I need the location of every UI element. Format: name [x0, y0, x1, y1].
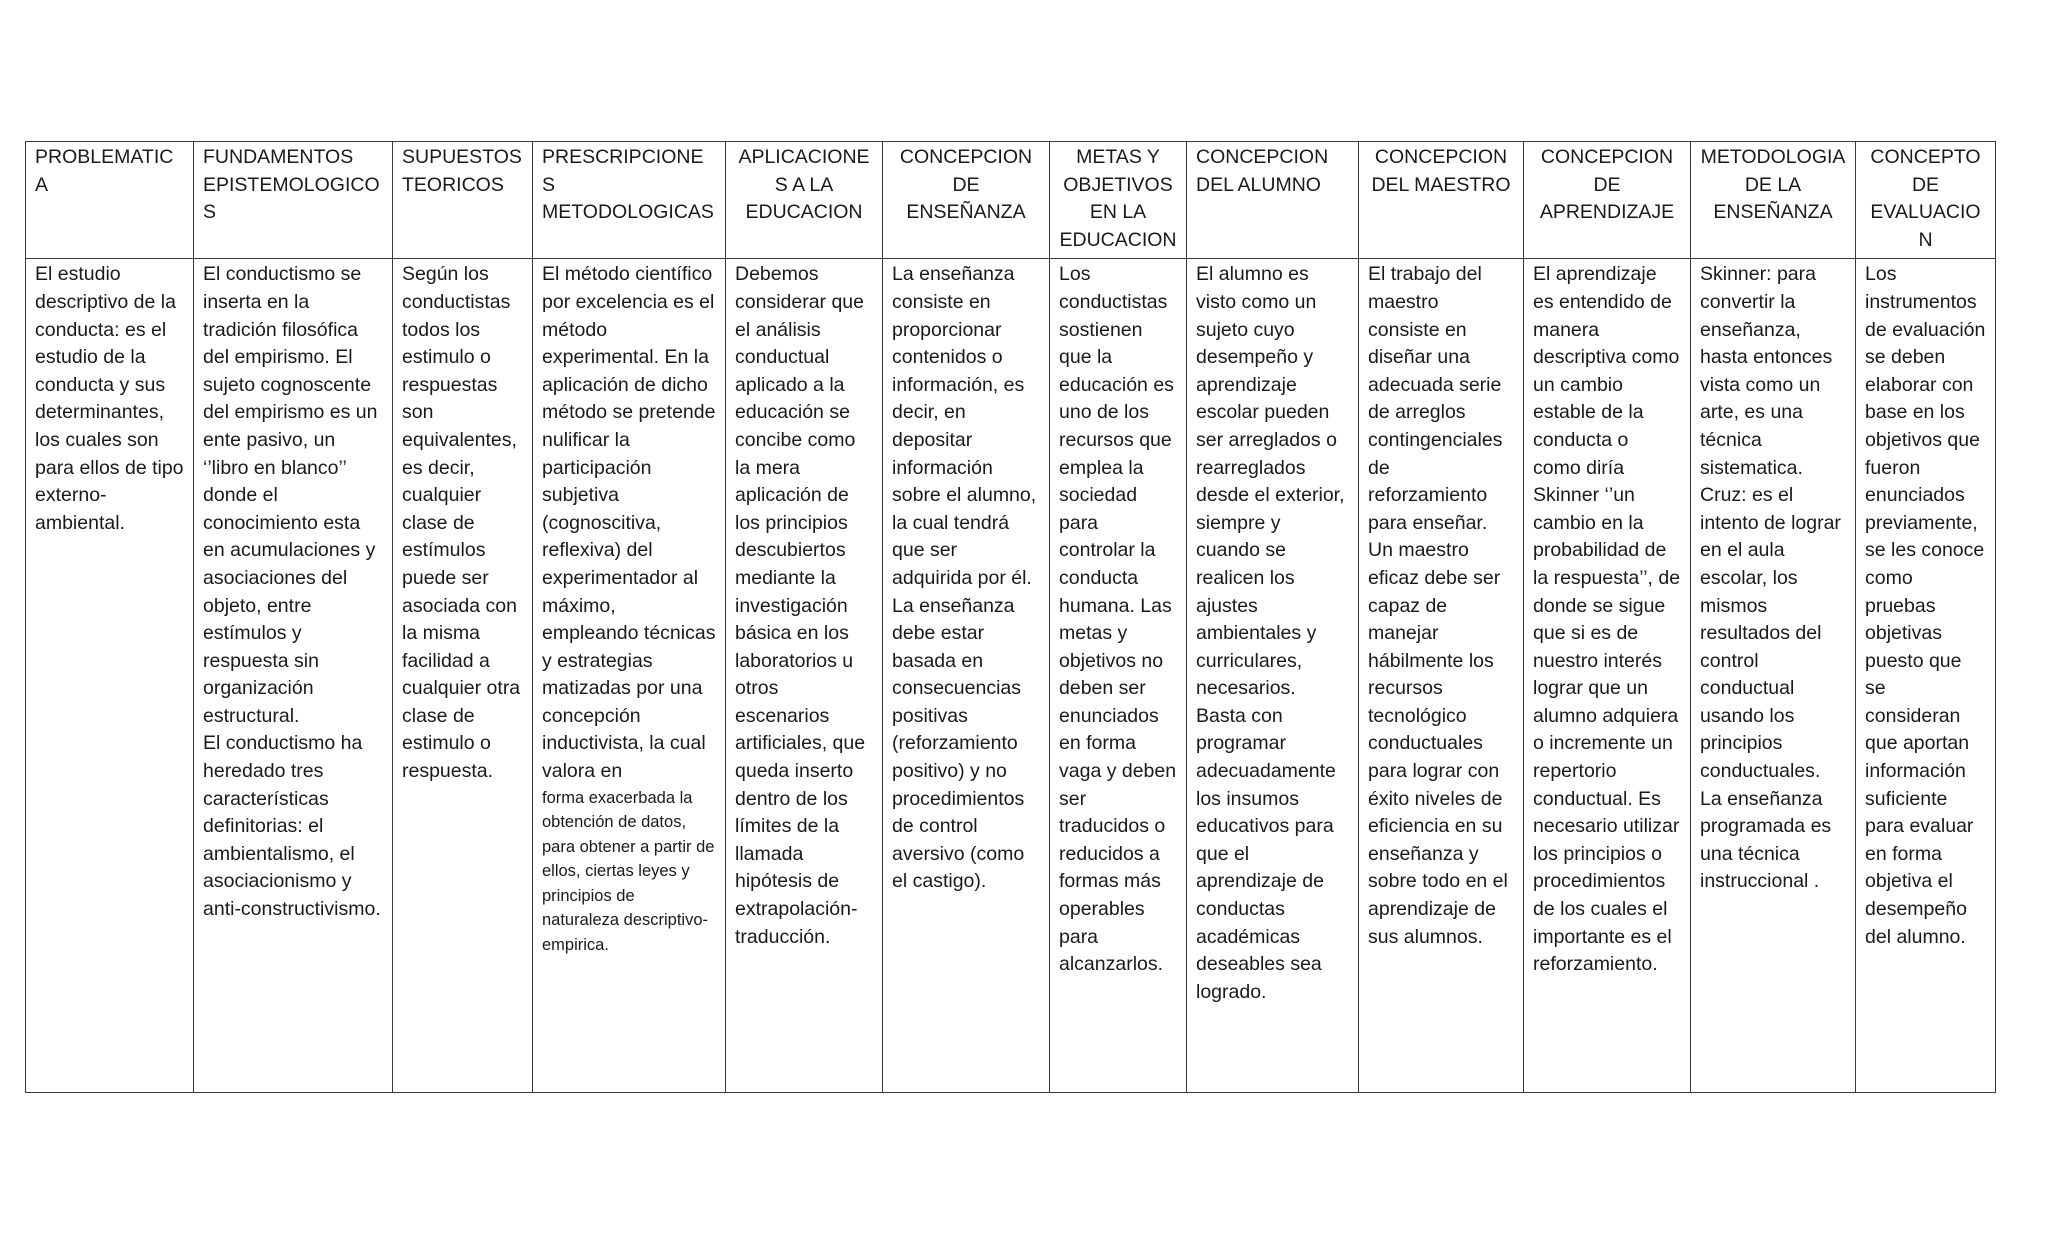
cell-metas: Los conductistas sostienen que la educación es uno de los recursos que emplea la sociedad para controlar la conducta humana. Las metas y objetivos no deben ser enunciados en forma vaga y deben ser traducidos o reducidos a formas más operables para alcanzarlos. — [1050, 259, 1187, 1093]
cell-fundamentos — [194, 259, 393, 1093]
header-aplicaciones-educacion: APLICACIONES A LA EDUCACION — [726, 142, 883, 259]
header-row — [26, 142, 1996, 259]
cell-metodologia: Skinner: para convertir la enseñanza, hasta entonces vista como un arte, es una técnica sistematica. Cruz: es el intento de lograr en el aula escolar, los mismos resultados del control conductual usando los principios conductuales. La enseñanza programada es una técnica instruccional . — [1691, 259, 1856, 1093]
cell-aplicaciones: Debemos considerar que el análisis conductual aplicado a la educación se concibe como la mera aplicación de los principios descubiertos mediante la investigación básica en los laboratorios u otros escenarios artificiales, que queda inserto dentro de los límites de la llamada hipótesis de extrapolación-traducción. — [726, 259, 883, 1093]
cell-supuestos: Según los conductistas todos los estimulo o respuestas son equivalentes, es decir, cualquier clase de estímulos puede ser asociada con la misma facilidad a cualquier otra clase de estimulo o respuesta. — [393, 259, 533, 1093]
header-concepcion-maestro: CONCEPCION DEL MAESTRO — [1359, 142, 1524, 259]
concept-comparison-table — [25, 141, 1996, 1093]
prescripciones-small-text: forma exacerbada la obtención de datos, para obtener a partir de ellos, ciertas leyes y principios de naturaleza descriptivo-empirica. — [542, 788, 715, 954]
header-prescripciones-metodologicas: PRESCRIPCIONES METODOLOGICAS — [533, 142, 726, 259]
prescripciones-main-text: El método científico por excelencia es el método experimental. En la aplicación de dicho método se pretende nulificar la participación subjetiva (cognoscitiva, reflexiva) del experimentador al máximo, empleando técnicas y estrategias matizadas por una concepción inductivista, la cual valora en — [542, 263, 716, 783]
header-metodologia-ensenanza: METODOLOGIA DE LA ENSEÑANZA — [1691, 142, 1856, 259]
cell-aprendizaje: El aprendizaje es entendido de manera descriptiva como un cambio estable de la conducta o como diría Skinner ‘’un cambio en la probabilidad de la respuesta’’, de donde se sigue que si es de nuestro interés lograr que un alumno adquiera o incremente un repertorio conductual. Es necesario utilizar los principios o procedimientos de los cuales el importante es el reforzamiento. — [1524, 259, 1691, 1093]
header-concepto-evaluacion: CONCEPTO DE EVALUACION — [1856, 142, 1996, 259]
content-row — [26, 259, 1996, 1093]
cell-maestro: El trabajo del maestro consiste en diseñar una adecuada serie de arreglos contingenciales de reforzamiento para enseñar. Un maestro eficaz debe ser capaz de manejar hábilmente los recursos tecnológico conductuales para lograr con éxito niveles de eficiencia en su enseñanza y sobre todo en el aprendizaje de sus alumnos. — [1359, 259, 1524, 1093]
cell-prescripciones — [533, 259, 726, 1093]
cell-problematica: El estudio descriptivo de la conducta: es el estudio de la conducta y sus determinantes, los cuales son para ellos de tipo externo-ambiental. — [26, 259, 194, 1093]
header-concepcion-ensenanza: CONCEPCION DE ENSEÑANZA — [883, 142, 1050, 259]
fundamentos-paragraph-1: El conductismo se inserta en la tradición filosófica del empirismo. El sujeto cognoscente del empirismo es un ente pasivo, un ‘’libro en blanco’’ donde el conocimiento esta en acumulaciones y asociaciones del objeto, entre estímulos y respuesta sin organización estructural. — [203, 263, 378, 727]
header-concepcion-aprendizaje: CONCEPCION DE APRENDIZAJE — [1524, 142, 1691, 259]
header-problematica: PROBLEMATICA — [26, 142, 194, 259]
header-supuestos-teoricos: SUPUESTOS TEORICOS — [393, 142, 533, 259]
cell-ensenanza: La enseñanza consiste en proporcionar contenidos o información, es decir, en depositar información sobre el alumno, la cual tendrá que ser adquirida por él. La enseñanza debe estar basada en consecuencias positivas (reforzamiento positivo) y no procedimientos de control aversivo (como el castigo). — [883, 259, 1050, 1093]
header-metas-objetivos: METAS Y OBJETIVOS EN LA EDUCACION — [1050, 142, 1187, 259]
header-concepcion-alumno: CONCEPCION DEL ALUMNO — [1187, 142, 1359, 259]
header-fundamentos-epistemologicos: FUNDAMENTOS EPISTEMOLOGICOS — [194, 142, 393, 259]
cell-alumno: El alumno es visto como un sujeto cuyo desempeño y aprendizaje escolar pueden ser arreglados o rearreglados desde el exterior, siempre y cuando se realicen los ajustes ambientales y curriculares, necesarios. Basta con programar adecuadamente los insumos educativos para que el aprendizaje de conductas académicas deseables sea logrado. — [1187, 259, 1359, 1093]
cell-evaluacion: Los instrumentos de evaluación se deben elaborar con base en los objetivos que fueron enunciados previamente, se les conoce como pruebas objetivas puesto que se consideran que aportan información suficiente para evaluar en forma objetiva el desempeño del alumno. — [1856, 259, 1996, 1093]
fundamentos-paragraph-2: El conductismo ha heredado tres características definitorias: el ambientalismo, el asociacionismo y anti-constructivismo. — [203, 732, 381, 921]
